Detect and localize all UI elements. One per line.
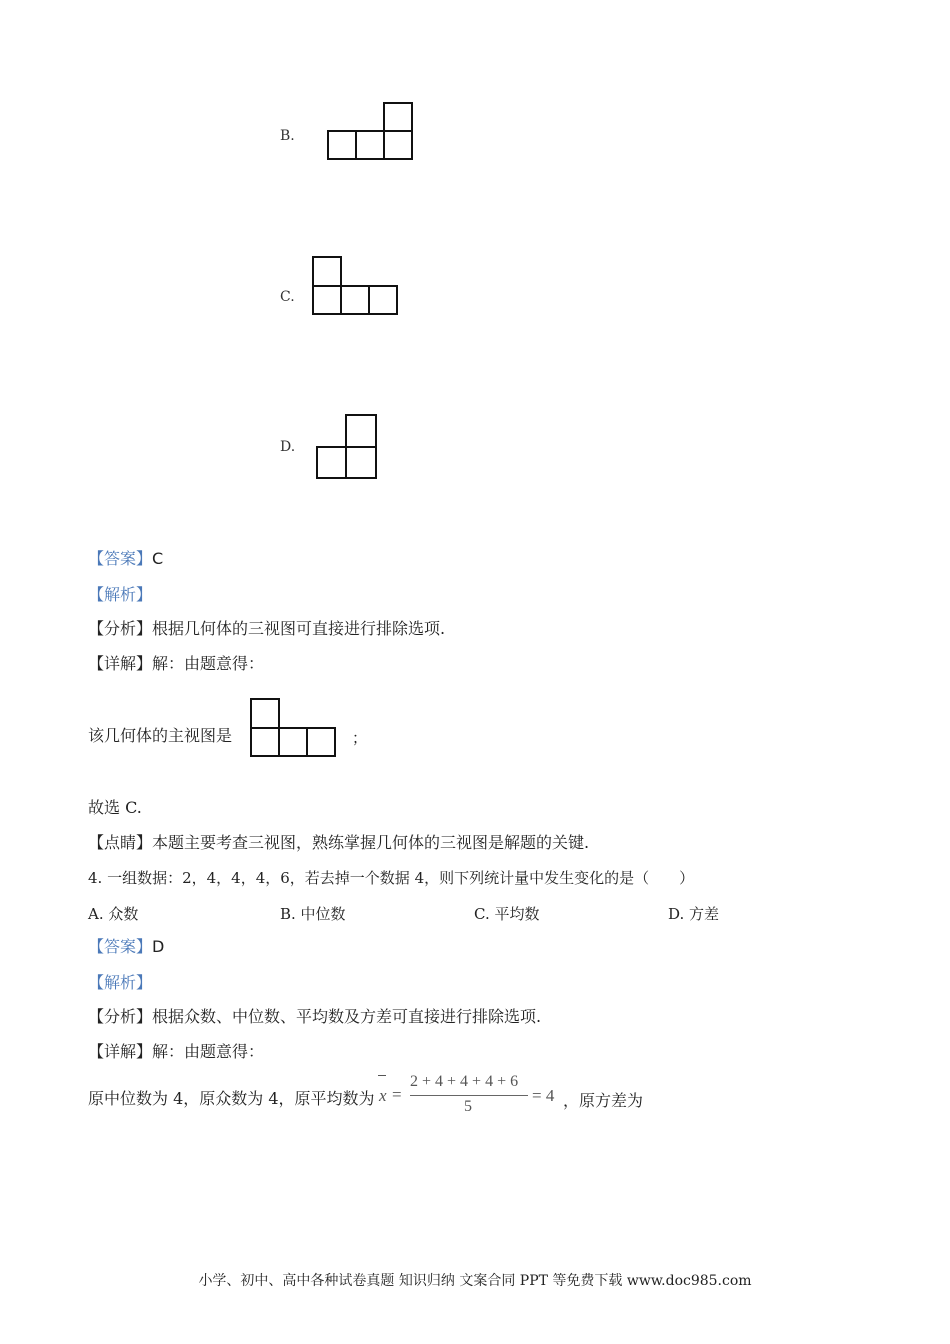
xbar-symbol: x <box>379 1086 387 1105</box>
answer-tag: 【答案】 <box>88 549 153 568</box>
guxuan-line <box>88 797 142 819</box>
main-view-text: 该几何体的主视图是 <box>88 726 233 745</box>
question-4 <box>88 867 694 889</box>
xiangjie-line-1 <box>88 653 264 675</box>
fenxi-line-2 <box>88 1006 541 1028</box>
answer-line-2 <box>88 936 164 958</box>
analysis-tag: 【解析】 <box>88 973 153 992</box>
fenxi-text: 根据众数、中位数、平均数及方差可直接进行排除选项. <box>152 1007 542 1026</box>
answer-value: C <box>152 549 164 568</box>
option-d-label: D. <box>280 439 296 455</box>
answer-tag: 【答案】 <box>88 937 153 956</box>
page-footer <box>0 1270 950 1290</box>
option-c-figure <box>311 255 401 317</box>
question-4-text: 4. 一组数据：2，4，4，4，6，若去掉一个数据 4，则下列统计量中发生变化的是（ ） <box>88 869 695 887</box>
xiangjie-tag: 【详解】 <box>88 654 153 673</box>
dianjing-text: 本题主要考查三视图，熟练掌握几何体的三视图是解题的关键. <box>152 833 590 852</box>
option-d-figure <box>315 413 379 481</box>
xiangjie-text: 解：由题意得： <box>152 1042 265 1061</box>
option-b-label: B. <box>280 128 295 144</box>
analysis-tag: 【解析】 <box>88 585 153 604</box>
fenxi-tag: 【分析】 <box>88 619 153 638</box>
dianjing-line <box>88 832 589 854</box>
last-line-text2: ，原方差为 <box>563 1091 644 1110</box>
last-line-text1: 原中位数为 4，原众数为 4，原平均数为 <box>88 1089 375 1108</box>
fraction-result: = 4 <box>532 1086 555 1105</box>
choice-d: D. 方差 <box>668 905 720 923</box>
guxuan-text: 故选 C. <box>88 798 142 817</box>
equals-sign: = <box>392 1085 402 1104</box>
dianjing-tag: 【点睛】 <box>88 833 153 852</box>
xbar-bar <box>378 1075 386 1076</box>
fenxi-text: 根据几何体的三视图可直接进行排除选项. <box>152 619 446 638</box>
footer-text: 小学、初中、高中各种试卷真题 知识归纳 文案合同 PPT 等免费下载 www.doc985.com <box>198 1273 752 1289</box>
option-c-label: C. <box>280 289 295 305</box>
analysis-line-2 <box>88 972 152 994</box>
answer-value: D <box>152 937 165 956</box>
answer-line-1 <box>88 548 163 570</box>
main-view-figure <box>249 697 339 759</box>
fraction-numerator: 2 + 4 + 4 + 4 + 6 <box>410 1073 519 1090</box>
choice-c: C. 平均数 <box>474 905 540 923</box>
main-view-line <box>88 725 232 747</box>
fenxi-tag: 【分析】 <box>88 1007 153 1026</box>
fraction-denominator: 5 <box>464 1098 472 1115</box>
xiangjie-line-2 <box>88 1041 264 1063</box>
last-line <box>88 1088 375 1110</box>
xiangjie-text: 解：由题意得： <box>152 654 265 673</box>
fenxi-line-1 <box>88 618 445 640</box>
choice-a: A. 众数 <box>88 905 139 923</box>
analysis-line-1 <box>88 584 152 606</box>
main-view-suffix: ； <box>352 729 368 747</box>
choice-b: B. 中位数 <box>280 905 346 923</box>
option-b-figure <box>326 100 414 162</box>
fraction-bar <box>410 1095 528 1096</box>
xiangjie-tag: 【详解】 <box>88 1042 153 1061</box>
